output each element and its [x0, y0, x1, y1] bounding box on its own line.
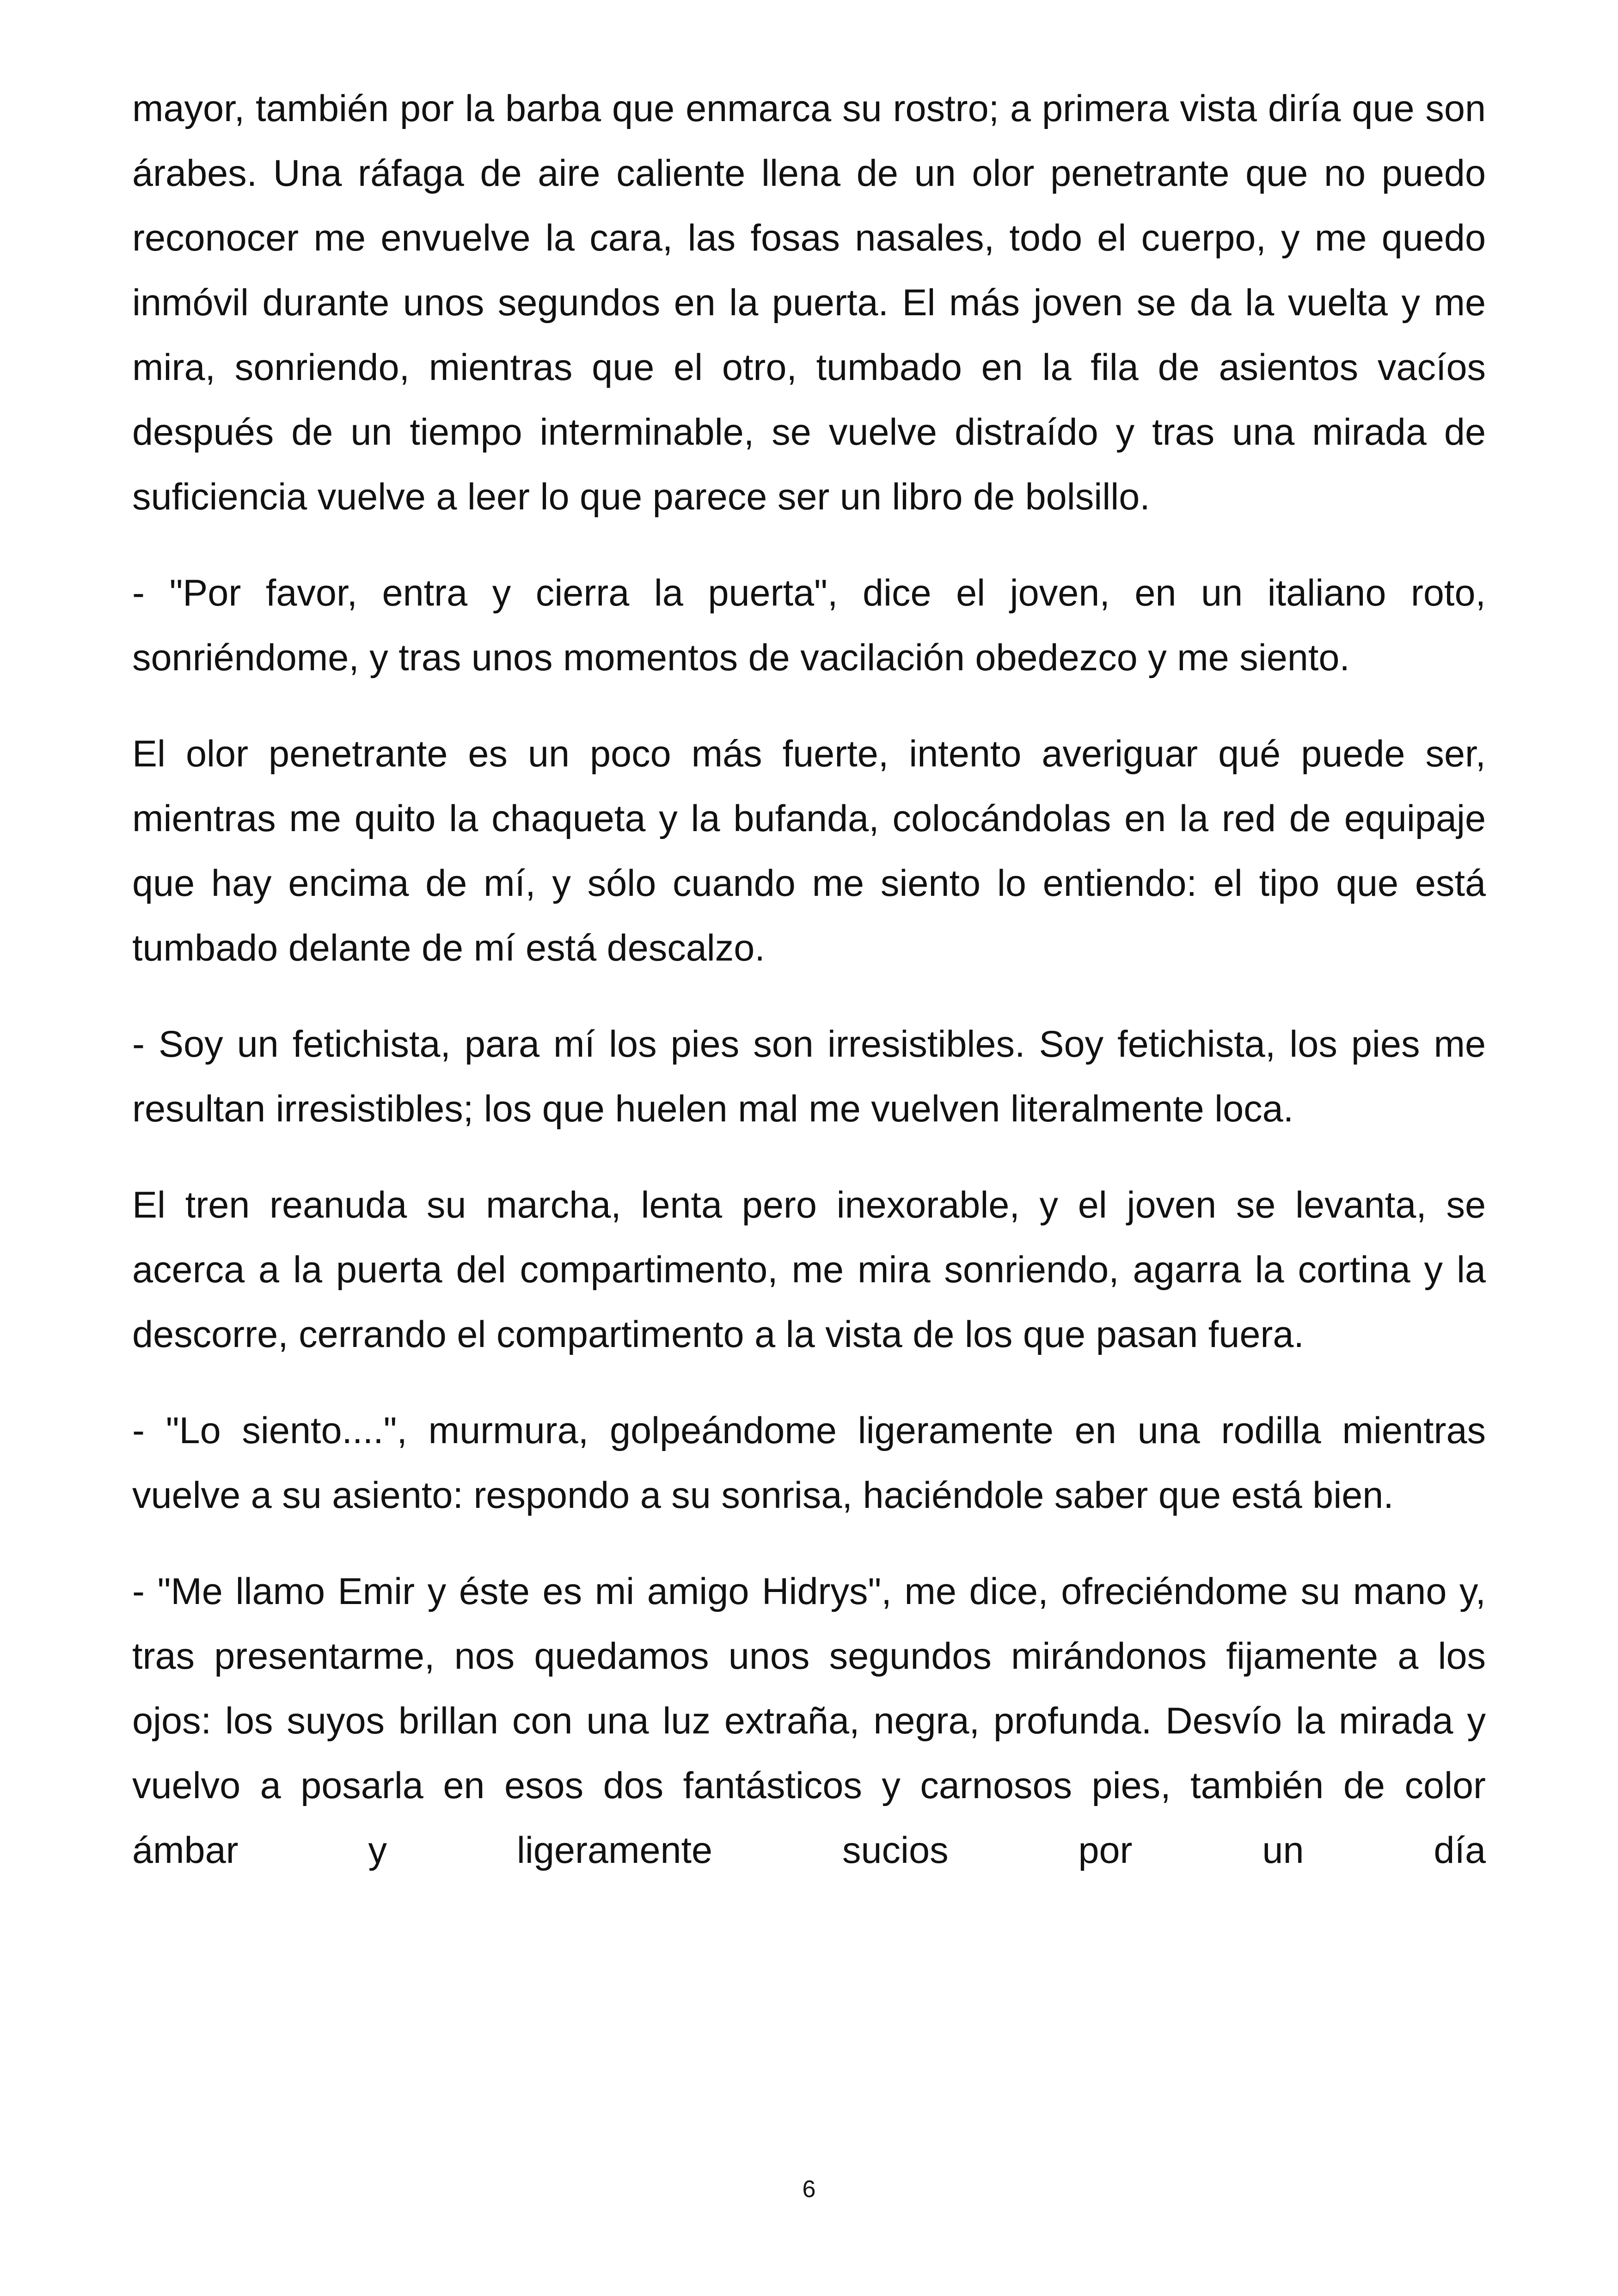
paragraph: - Soy un fetichista, para mí los pies son irresistibles. Soy fetichista, los pies me resultan irresistibles; los que huelen mal me vuelven literalmente loca. — [132, 1023, 1486, 1130]
paragraph: mayor, también por la barba que enmarca su rostro; a primera vista diría que son árabes. Una ráfaga de aire caliente llena de un olor penetrante que no puedo reconocer me envuelve la cara, las fosas nasales, todo el cuerpo, y me quedo inmóvil durante unos segundos en la puerta. El más joven se da la vuelta y me mira, sonriendo, mientras que el otro, tumbado en la fila de asientos vacíos después de un tiempo interminable, se vuelve distraído y tras una mirada de suficiencia vuelve a leer lo que parece ser un libro de bolsillo. — [132, 88, 1486, 518]
paragraph: El olor penetrante es un poco más fuerte, intento averiguar qué puede ser, mientras me quito la chaqueta y la bufanda, colocándolas en la red de equipaje que hay encima de mí, y sólo cuando me siento lo entiendo: el tipo que está tumbado delante de mí está descalzo. — [132, 733, 1486, 969]
page-number: 6 — [802, 2176, 816, 2203]
body-text — [132, 76, 1486, 1883]
paragraph: - "Me llamo Emir y éste es mi amigo Hidrys", me dice, ofreciéndome su mano y, tras presentarme, nos quedamos unos segundos mirándonos fijamente a los ojos: los suyos brillan con una luz extraña, negra, profunda. Desvío la mirada y vuelvo a posarla en esos dos fantásticos y carnosos pies, también de color ámbar y ligeramente sucios por un día — [132, 1571, 1486, 1871]
paragraph: El tren reanuda su marcha, lenta pero inexorable, y el joven se levanta, se acerca a la puerta del compartimento, me mira sonriendo, agarra la cortina y la descorre, cerrando el compartimento a la vista de los que pasan fuera. — [132, 1184, 1486, 1355]
paragraph: - "Lo siento....", murmura, golpeándome ligeramente en una rodilla mientras vuelve a su asiento: respondo a su sonrisa, haciéndole saber que está bien. — [132, 1410, 1486, 1516]
paragraph: - "Por favor, entra y cierra la puerta", dice el joven, en un italiano roto, sonriéndome, y tras unos momentos de vacilación obedezco y me siento. — [132, 572, 1486, 679]
